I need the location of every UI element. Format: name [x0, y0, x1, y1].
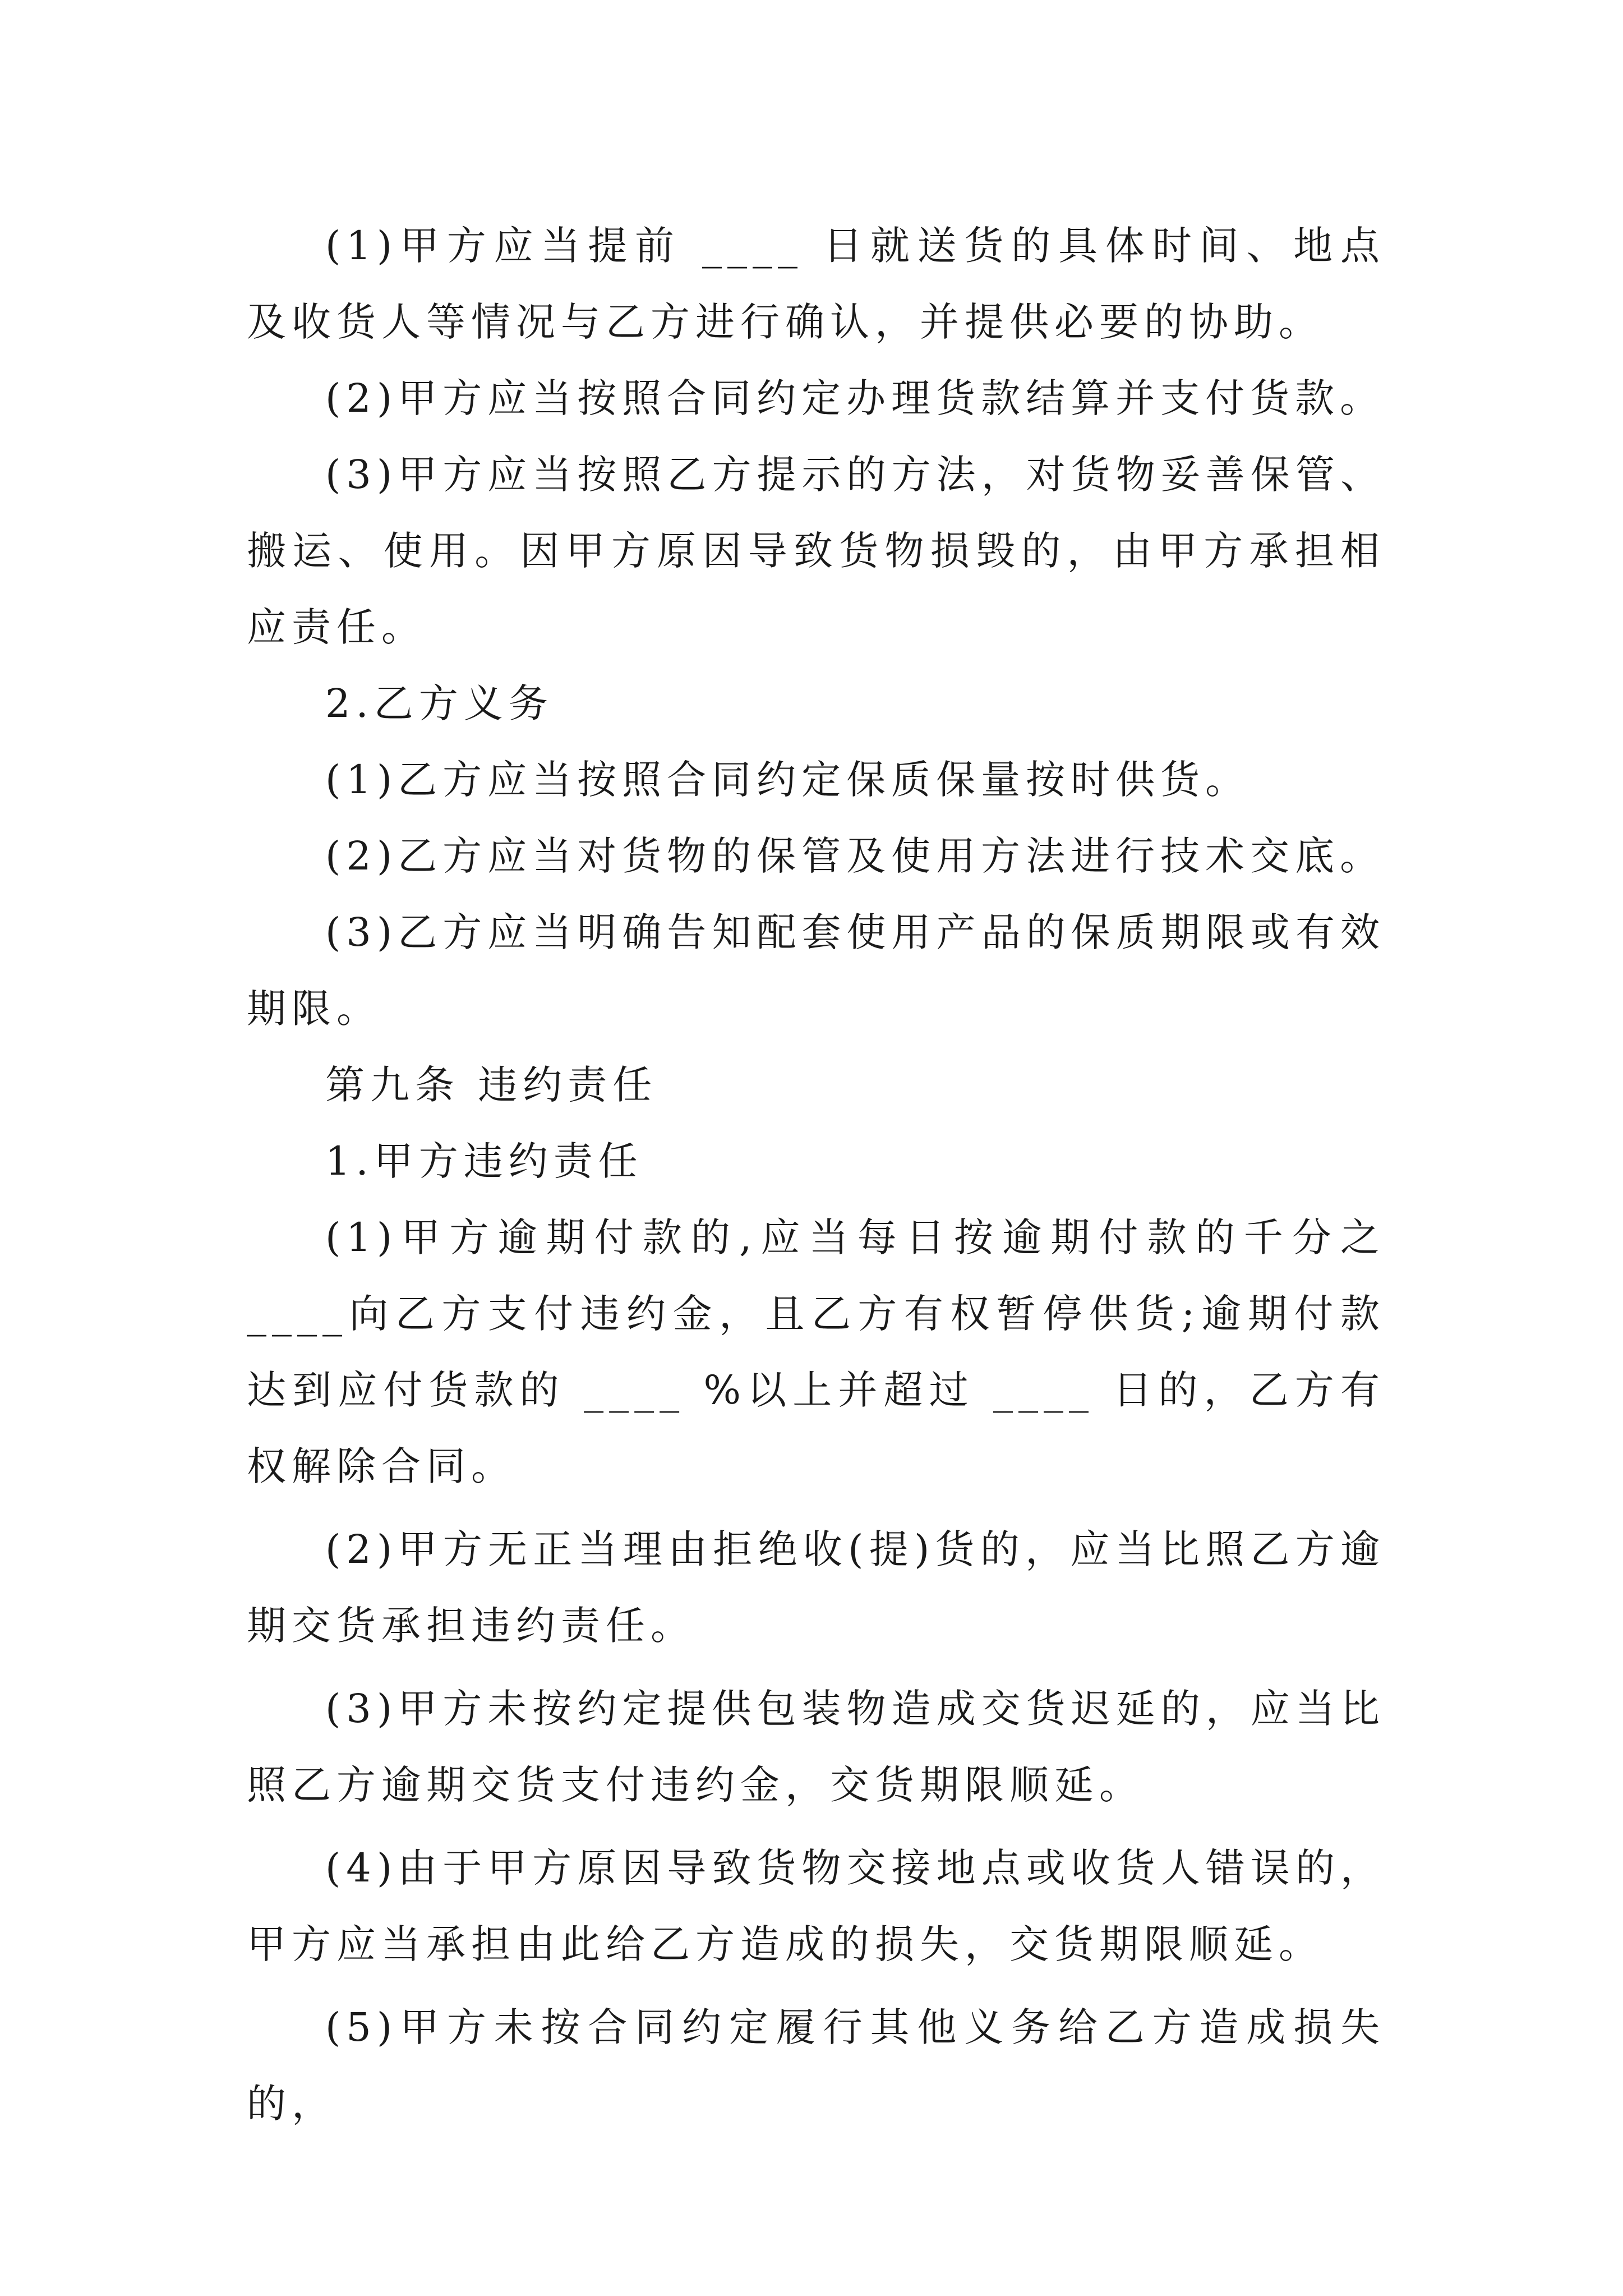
paragraph-party-a-liability-4: (4)由于甲方原因导致货物交接地点或收货人错误的，甲方应当承担由此给乙方造成的损失，交货期限顺延。 [247, 1845, 1385, 1967]
paragraph-party-a-obligation-3: (3)甲方应当按照乙方提示的方法，对货物妥善保管、搬运、使用。因甲方原因导致货物损毁的，由甲方承担相应责任。 [247, 452, 1385, 650]
paragraph-party-b-obligation-1: (1)乙方应当按照合同约定保质保量按时供货。 [325, 757, 1251, 803]
paragraph-party-a-liability-1: (1)甲方逾期付款的,应当每日按逾期付款的千分之____向乙方支付违约金，且乙方有权暂停供货;逾期付款达到应付货款的 ____ %以上并超过 ____ 日的，乙方有权解除合同。 [247, 1214, 1385, 1489]
paragraph-party-a-liability-5: (5)甲方未按合同约定履行其他义务给乙方造成损失的， [247, 2004, 1385, 2127]
paragraph-party-a-obligation-2: (2)甲方应当按照合同约定办理货款结算并支付货款。 [325, 375, 1385, 421]
paragraph-party-a-liability-2: (2)甲方无正当理由拒绝收(提)货的，应当比照乙方逾期交货承担违约责任。 [247, 1526, 1385, 1649]
heading-party-a-liability: 1.甲方违约责任 [325, 1138, 643, 1184]
heading-party-b-obligations: 2.乙方义务 [325, 680, 554, 726]
paragraph-party-b-obligation-2: (2)乙方应当对货物的保管及使用方法进行技术交底。 [325, 833, 1385, 879]
paragraph-party-a-liability-3: (3)甲方未按约定提供包装物造成交货迟延的，应当比照乙方逾期交货支付违约金，交货期限顺延。 [247, 1686, 1385, 1808]
paragraph-party-a-obligation-1: (1)甲方应当提前 ____ 日就送货的具体时间、地点及收货人等情况与乙方进行确认，并提供必要的协助。 [247, 223, 1385, 345]
paragraph-party-b-obligation-3: (3)乙方应当明确告知配套使用产品的保质期限或有效期限。 [247, 909, 1385, 1032]
document-page [247, 208, 1385, 2142]
heading-article-nine: 第九条 违约责任 [325, 1062, 658, 1108]
